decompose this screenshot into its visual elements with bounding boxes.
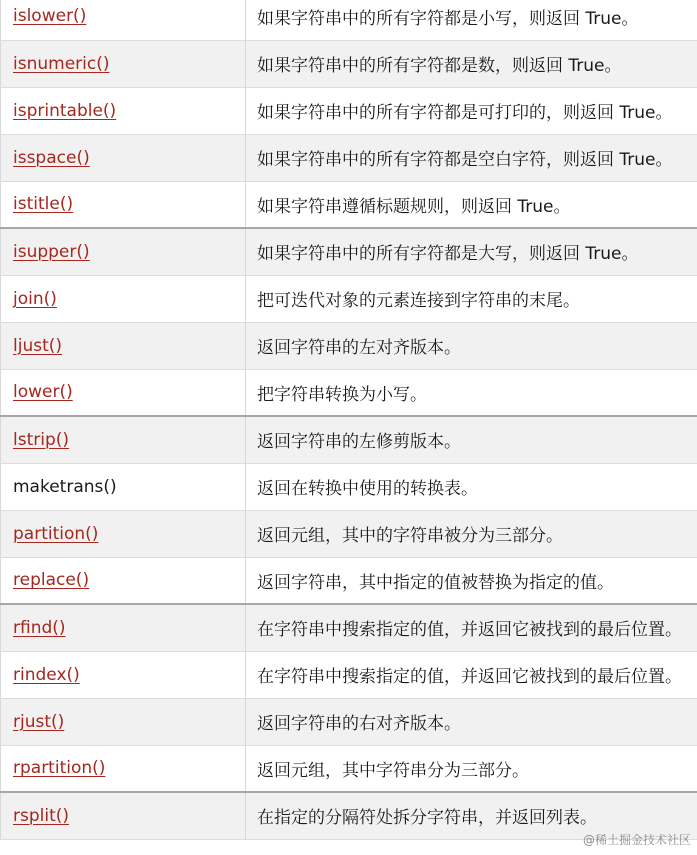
description-cell: 返回字符串，其中指定的值被替换为指定的值。 (246, 557, 697, 604)
table-row (1, 87, 697, 134)
method-link[interactable]: rfind() (13, 617, 66, 638)
description-cell: 返回字符串的右对齐版本。 (246, 698, 697, 745)
method-cell (1, 181, 246, 228)
method-cell (1, 698, 246, 745)
table-row (1, 0, 697, 40)
table-row (1, 604, 697, 651)
method-link[interactable]: lstrip() (13, 429, 70, 450)
table-row (1, 369, 697, 416)
table-row (1, 510, 697, 557)
description-cell: 如果字符串遵循标题规则，则返回 True。 (246, 181, 697, 228)
method-link[interactable]: isprintable() (13, 100, 117, 121)
description-cell: 如果字符串中的所有字符都是数，则返回 True。 (246, 40, 697, 87)
description-cell: 如果字符串中的所有字符都是大写，则返回 True。 (246, 228, 697, 275)
method-cell (1, 510, 246, 557)
method-link[interactable]: isspace() (13, 147, 90, 168)
method-name-text: maketrans() (13, 476, 117, 497)
description-cell: 如果字符串中的所有字符都是可打印的，则返回 True。 (246, 87, 697, 134)
table-row (1, 322, 697, 369)
method-link[interactable]: lower() (13, 382, 73, 403)
method-cell (1, 322, 246, 369)
description-cell: 返回字符串的左修剪版本。 (246, 416, 697, 463)
table-row (1, 134, 697, 181)
method-link[interactable]: replace() (13, 570, 90, 591)
method-cell (1, 557, 246, 604)
method-link[interactable]: isnumeric() (13, 53, 110, 74)
method-cell (1, 463, 246, 510)
description-cell: 返回字符串的左对齐版本。 (246, 322, 697, 369)
description-cell: 返回元组，其中字符串分为三部分。 (246, 745, 697, 792)
table-row (1, 40, 697, 87)
method-link[interactable]: rjust() (13, 711, 65, 732)
method-cell (1, 416, 246, 463)
method-cell (1, 604, 246, 651)
description-cell: 如果字符串中的所有字符都是小写，则返回 True。 (246, 0, 697, 40)
method-link[interactable]: rsplit() (13, 805, 70, 826)
description-cell: 把字符串转换为小写。 (246, 369, 697, 416)
method-cell (1, 651, 246, 698)
description-cell: 如果字符串中的所有字符都是空白字符，则返回 True。 (246, 134, 697, 181)
watermark-text: @稀土掘金技术社区 (582, 833, 691, 847)
method-link[interactable]: rindex() (13, 664, 80, 685)
description-cell: 在字符串中搜索指定的值，并返回它被找到的最后位置。 (246, 651, 697, 698)
table-row (1, 181, 697, 228)
method-cell (1, 745, 246, 792)
method-link[interactable]: rpartition() (13, 758, 106, 779)
description-cell: 在字符串中搜索指定的值，并返回它被找到的最后位置。 (246, 604, 697, 651)
table-row (1, 698, 697, 745)
table-row (1, 651, 697, 698)
table-row (1, 228, 697, 275)
method-cell (1, 792, 246, 839)
description-cell: 返回元组，其中的字符串被分为三部分。 (246, 510, 697, 557)
method-cell (1, 87, 246, 134)
description-cell: 返回在转换中使用的转换表。 (246, 463, 697, 510)
table-row (1, 275, 697, 322)
description-cell: 把可迭代对象的元素连接到字符串的末尾。 (246, 275, 697, 322)
description-cell: 在指定的分隔符处拆分字符串，并返回列表。 (246, 792, 697, 839)
table-row (1, 792, 697, 839)
table-row (1, 463, 697, 510)
method-link[interactable]: islower() (13, 6, 87, 27)
method-cell (1, 369, 246, 416)
table-row (1, 416, 697, 463)
method-link[interactable]: istitle() (13, 194, 74, 215)
method-cell (1, 228, 246, 275)
method-cell (1, 0, 246, 40)
method-cell (1, 275, 246, 322)
table-row (1, 745, 697, 792)
table-row (1, 557, 697, 604)
method-cell (1, 134, 246, 181)
method-link[interactable]: join() (13, 288, 57, 309)
method-link[interactable]: partition() (13, 523, 99, 544)
method-link[interactable]: isupper() (13, 241, 90, 262)
method-cell (1, 40, 246, 87)
method-link[interactable]: ljust() (13, 335, 63, 356)
